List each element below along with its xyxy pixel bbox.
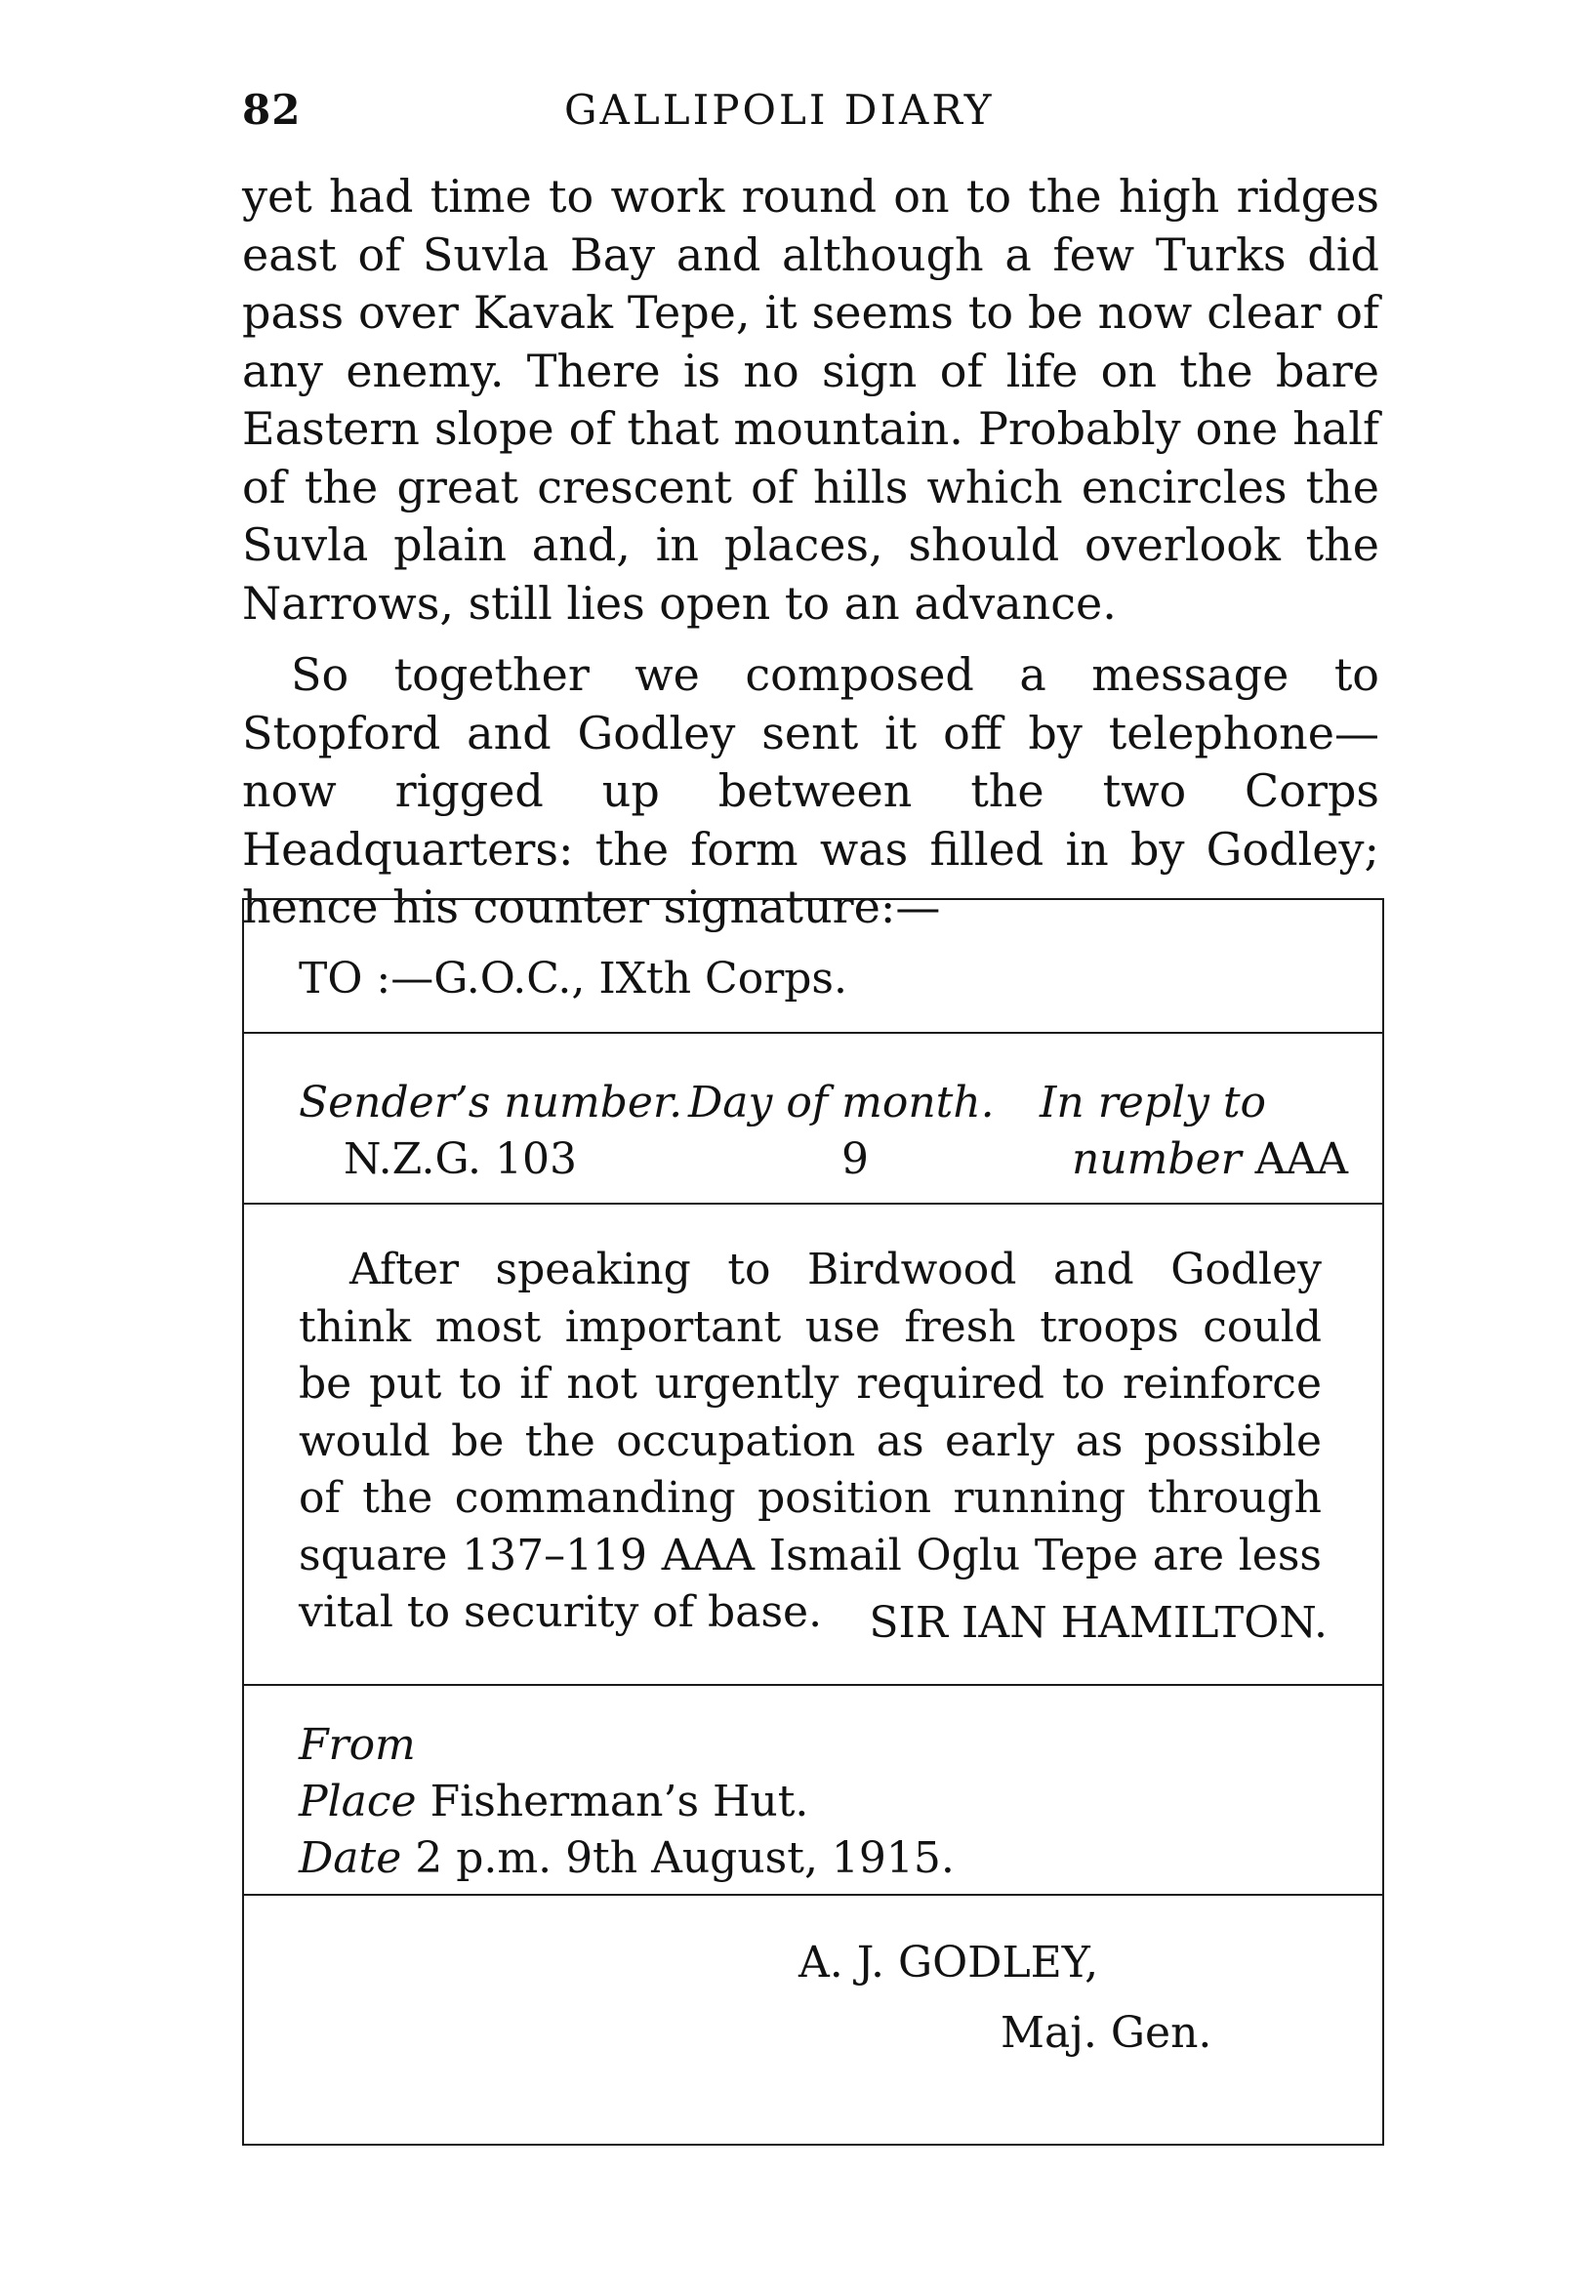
body-text bbox=[242, 168, 1379, 937]
countersign-rank: Maj. Gen. bbox=[1001, 2008, 1212, 2058]
number-label: number bbox=[1072, 1134, 1242, 1184]
reply-number bbox=[1072, 1131, 1348, 1188]
place-value: Fisherman’s Hut. bbox=[430, 1777, 809, 1826]
paragraph-1: yet had time to work round on to the high ridges east of Suvla Bay and although a few Turks did pass over Kavak Tepe, it seems to be now clear of any enemy. There is no sign of life on the bare Eastern slope of that mountain. Probably one half of the great crescent of hills which encircles the Suvla plain and, in places, should overlook the Narrows, still lies open to an advance. bbox=[242, 170, 1379, 630]
day-of-month-label: Day of month. bbox=[688, 1078, 995, 1128]
form-message-section bbox=[244, 1205, 1382, 1686]
from-block bbox=[299, 1717, 955, 1887]
date-label: Date bbox=[299, 1833, 402, 1883]
running-title: GALLIPOLI DIARY bbox=[564, 86, 995, 134]
page-header bbox=[242, 86, 1082, 144]
date-value: 2 p.m. 9th August, 1915. bbox=[415, 1833, 955, 1883]
message-form bbox=[242, 898, 1384, 2146]
number-value: AAA bbox=[1254, 1134, 1348, 1184]
senders-number-label: Sender’s number. bbox=[299, 1078, 683, 1128]
from-label: From bbox=[299, 1720, 416, 1770]
paragraph-2: So together we composed a message to Stopford and Godley sent it off by telephone—now rigged up between the two Corps Headquarters: the form was filled in by Godley; hence his counter signature:— bbox=[242, 648, 1379, 933]
form-meta-section bbox=[244, 1034, 1382, 1205]
form-to-section bbox=[244, 900, 1382, 1034]
place-label: Place bbox=[299, 1777, 417, 1826]
form-signature-section bbox=[244, 1896, 1382, 2144]
form-to-line: TO :—G.O.C., IXth Corps. bbox=[299, 954, 847, 1004]
page-number: 82 bbox=[242, 86, 302, 134]
in-reply-to-label: In reply to bbox=[1040, 1078, 1267, 1128]
form-from-section bbox=[244, 1686, 1382, 1896]
countersign-name: A. J. GODLEY, bbox=[798, 1938, 1099, 1988]
day-of-month-value: 9 bbox=[841, 1134, 869, 1184]
senders-number-value: N.Z.G. 103 bbox=[344, 1134, 577, 1184]
message-text: After speaking to Birdwood and Godley think most important use fresh troops could be put to if not urgently required to reinforce would be the occupation as early as possible of the commanding position running through square 137–119 AAA Ismail Oglu Tepe are less vital to security of base. bbox=[299, 1245, 1322, 1637]
message-signer: SIR IAN HAMILTON. bbox=[869, 1598, 1328, 1648]
